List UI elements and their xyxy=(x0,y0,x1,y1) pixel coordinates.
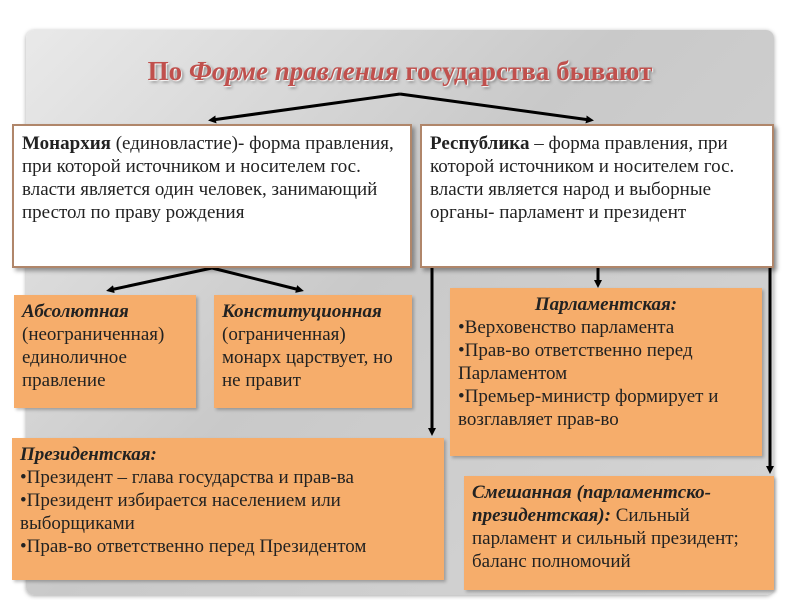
presidential-head: Президентская: xyxy=(20,444,157,465)
parliamentary-item: •Верховенство парламента xyxy=(458,317,675,338)
absolute-monarchy-box xyxy=(14,295,196,408)
presidential-republic-box xyxy=(12,438,444,580)
title-part-3: государства бывают xyxy=(398,56,653,86)
mixed-republic-box xyxy=(464,476,774,590)
absolute-head: Абсолютная xyxy=(22,301,129,322)
title-part-2: Форме правления xyxy=(188,56,399,86)
constitutional-head: Конституционная xyxy=(222,301,382,322)
presidential-item: •Президент – глава государства и прав-ва xyxy=(20,467,354,488)
arrow-to-absolute xyxy=(110,268,212,290)
title-part-1: По xyxy=(147,56,189,86)
absolute-text: (неограниченная) единоличное правление xyxy=(22,324,165,391)
republic-head: Республика xyxy=(430,133,530,154)
monarchy-box xyxy=(12,124,412,268)
presidential-item: •Президент избирается населением или выборщиками xyxy=(20,490,341,534)
arrow-to-republic xyxy=(400,94,590,120)
parliamentary-item: •Премьер-министр формирует и возглавляет прав-во xyxy=(458,386,719,430)
parliamentary-head: Парламентская: xyxy=(534,294,678,315)
monarchy-head: Монархия xyxy=(22,133,111,154)
republic-box xyxy=(420,124,774,268)
arrow-to-monarchy xyxy=(212,94,400,120)
parliamentary-republic-box xyxy=(450,288,762,456)
mixed-text: Сильный парламент и сильный президент; баланс полномочий xyxy=(472,505,739,572)
monarchy-text: (единовластие)- форма правления, при которой источником и носителем гос. власти является один человек, занимающий престол по праву рождения xyxy=(22,133,394,223)
parliamentary-item: •Прав-во ответственно перед Парламентом xyxy=(458,340,693,384)
constitutional-monarchy-box xyxy=(214,295,412,408)
constitutional-text: (ограниченная) монарх царствует, но не правит xyxy=(222,324,393,391)
republic-text: – форма правления, при которой источником и носителем гос. власти является народ и выборные органы- парламент и президент xyxy=(430,133,735,223)
arrow-to-constitutional xyxy=(212,268,300,290)
presidential-item: •Прав-во ответственно перед Президентом xyxy=(20,536,367,557)
mixed-head: Смешанная (парламентско-президентская): xyxy=(472,482,711,526)
